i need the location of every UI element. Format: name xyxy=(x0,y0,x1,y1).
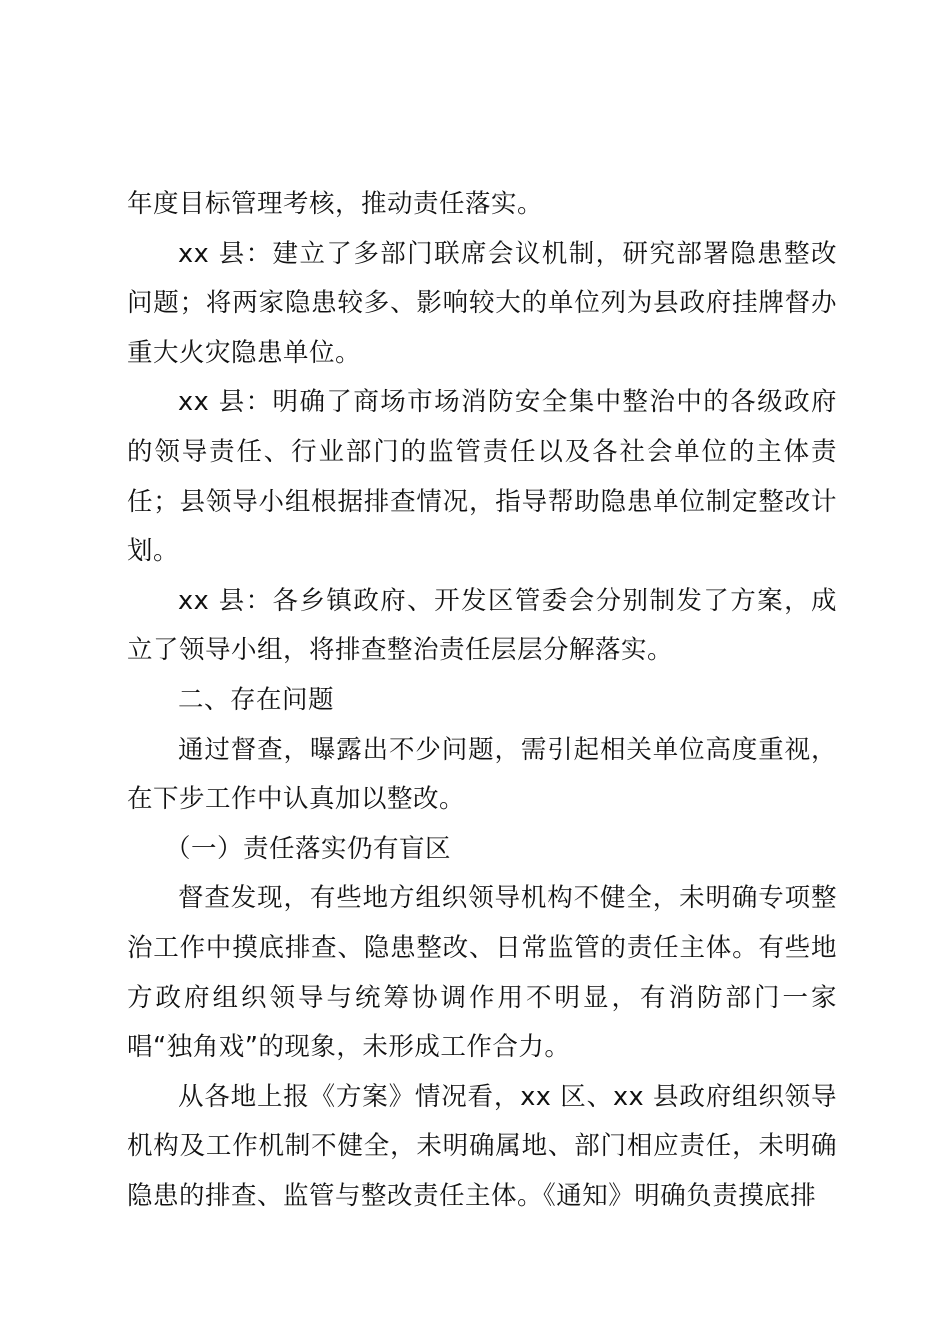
paragraph-county-joint-meeting: xx 县：建立了多部门联席会议机制，研究部署隐患整改问题；将两家隐患较多、影响较大的单位列为县政府挂牌督办重大火灾隐患单位。 xyxy=(127,238,837,368)
paragraph-continuation: 年度目标管理考核，推动责任落实。 xyxy=(127,189,544,219)
paragraph-plan-reports: 从各地上报《方案》情况看，xx 区、xx 县政府组织领导机构及工作机制不健全，未明确属地、部门相应责任，未明确隐患的排查、监管与整改责任主体。《通知》明确负责摸底排 xyxy=(127,1081,837,1211)
paragraph-county-townships: xx 县：各乡镇政府、开发区管委会分别制发了方案，成立了领导小组，将排查整治责任层层分解落实。 xyxy=(127,585,837,666)
document-body xyxy=(127,180,837,1221)
subsection-heading-responsibility: （一）责任落实仍有盲区 xyxy=(165,833,452,864)
paragraph-inspection-findings: 督查发现，有些地方组织领导机构不健全，未明确专项整治工作中摸底排查、隐患整改、日常监管的责任主体。有些地方政府组织领导与统筹协调作用不明显，有消防部门一家唱“独角戏”的现象，未形成工作合力。 xyxy=(127,883,837,1063)
section-heading-existing-problems: 二、存在问题 xyxy=(178,684,335,715)
paragraph-county-responsibilities: xx 县：明确了商场市场消防安全集中整治中的各级政府的领导责任、行业部门的监管责任以及各社会单位的主体责任；县领导小组根据排查情况，指导帮助隐患单位制定整改计划。 xyxy=(127,387,837,567)
paragraph-inspection-summary: 通过督查，曝露出不少问题，需引起相关单位高度重视，在下步工作中认真加以整改。 xyxy=(127,734,837,815)
